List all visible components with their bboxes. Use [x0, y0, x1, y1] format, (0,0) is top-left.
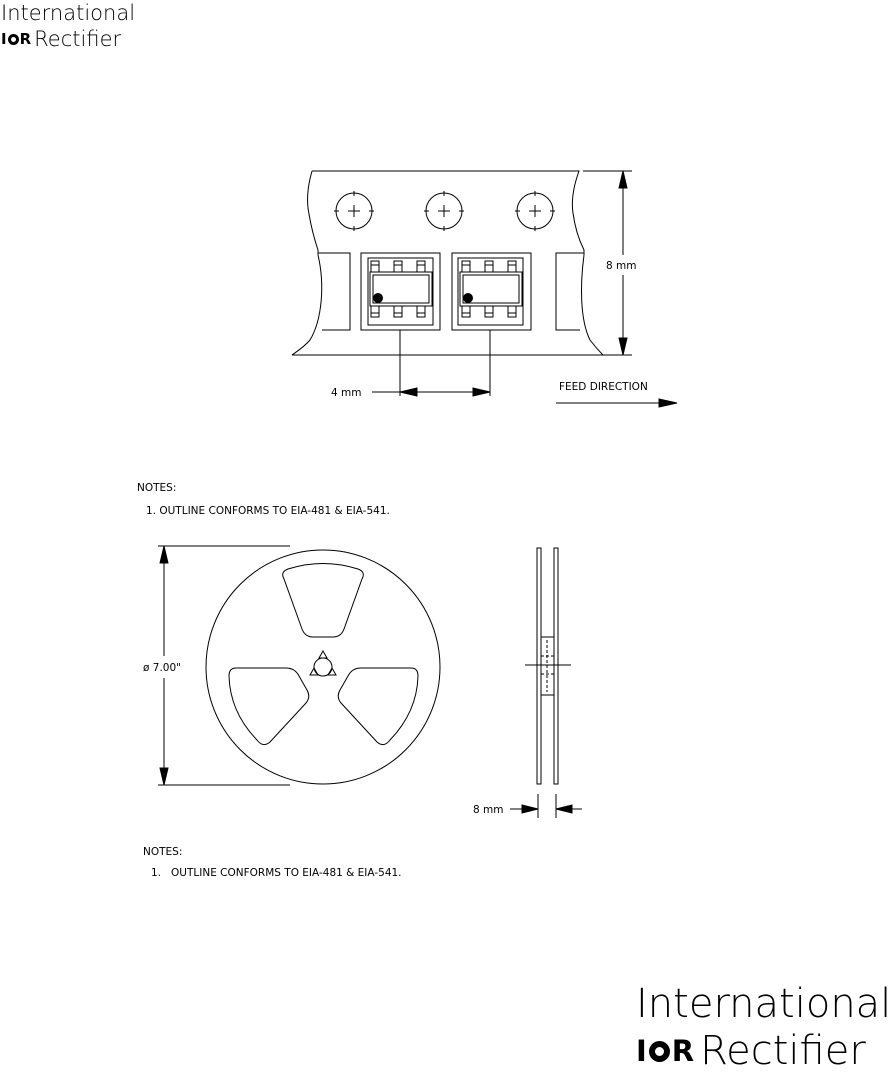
sprocket-hole [515, 191, 555, 231]
ior-logo-icon: I R [636, 1034, 695, 1068]
sprocket-hole [424, 191, 464, 231]
pitch-dimension [372, 330, 490, 396]
component-pocket [361, 253, 440, 330]
reel-front-view [206, 550, 440, 784]
carrier-tape-outline [292, 171, 603, 355]
ior-logo-icon: I R [1, 30, 32, 48]
notes-heading: NOTES: [137, 482, 177, 494]
reel-width-label: 8 mm [473, 804, 504, 816]
sprocket-hole [334, 191, 374, 231]
pitch-label: 4 mm [331, 387, 362, 399]
logo-rectifier-text: Rectifier [34, 27, 122, 51]
logo-international-text: International [636, 981, 891, 1027]
logo-international-text: International [1, 1, 136, 25]
reel-width-dimension [510, 794, 582, 818]
feed-direction-label: FEED DIRECTION [559, 381, 648, 393]
arrow-right-icon [556, 399, 677, 407]
reel-side-view [525, 548, 571, 784]
notes-heading: NOTES: [143, 846, 183, 858]
logo-rectifier-text: Rectifier [700, 1028, 866, 1074]
note-item: 1. OUTLINE CONFORMS TO EIA-481 & EIA-541. [146, 505, 390, 517]
tape-width-label: 8 mm [606, 260, 637, 272]
reel-diameter-label: ø 7.00" [143, 662, 181, 674]
note-item: 1. OUTLINE CONFORMS TO EIA-481 & EIA-541. [151, 867, 402, 879]
component-pocket [452, 253, 531, 330]
company-logo-bottom [636, 980, 891, 1074]
